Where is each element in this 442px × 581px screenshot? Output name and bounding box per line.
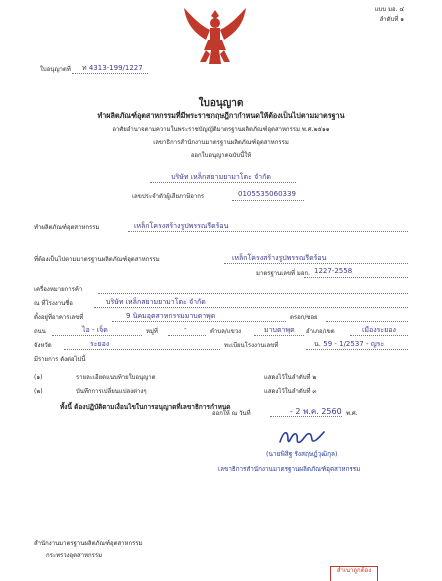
issue-date-value: - 2 พ.ค. 2560	[290, 407, 342, 416]
footer-office: สำนักงานมาตรฐานผลิตภัณฑ์อุตสาหกรรม	[34, 540, 143, 547]
footer-ministry: กระทรวงอุตสาหกรรม	[46, 552, 103, 559]
address-label: ตั้งอยู่ที่อาคารเลขที่	[34, 314, 84, 321]
condition-2-text: บันทึกการเปลี่ยนแปลงต่างๆ	[76, 388, 147, 395]
license-number-value: ท 4313-199/1227	[82, 64, 143, 72]
company-name: บริษัท เหล็กสยามยามาโตะ จำกัด	[171, 173, 271, 181]
road-value: ไอ - เจ็ด	[82, 326, 108, 334]
condition-1-number: (๑)	[34, 374, 43, 381]
condition-1-text: รายละเอียดแนบท้ายใบอนุญาต	[76, 374, 156, 381]
district-label: อำเภอ/เขต	[306, 328, 335, 335]
product-label: ทำผลิตภัณฑ์อุตสาหกรรม	[34, 224, 100, 231]
factory-registration-label: ทะเบียนโรงงานเลขที่	[224, 342, 279, 349]
trademark-label: เครื่องหมายการค้า	[34, 286, 83, 293]
standard-value: เหล็กโครงสร้างรูปพรรณรีดร้อน	[232, 254, 327, 262]
factory-registration-value: น. 59 - 1/2537 - ญระ	[314, 340, 385, 348]
moo-label: หมู่ที่	[146, 328, 158, 335]
signature-icon	[276, 426, 326, 448]
copy-stamp: สำเนาถูกต้อง	[330, 566, 378, 581]
form-code: แบบ มอ. ๔	[374, 6, 404, 13]
subdistrict-value: มาบตาพุด	[264, 326, 295, 334]
document-subtitle: ทำผลิตภัณฑ์อุตสาหกรรมที่มีพระราชกฤษฎีกากำหนดให้ต้องเป็นไปตามมาตรฐาน	[97, 111, 345, 120]
standard-number-value: 1227-2558	[314, 267, 353, 275]
road-label: ถนน	[34, 328, 46, 335]
document-title: ใบอนุญาต	[198, 98, 244, 109]
authority-line-2: เลขาธิการสำนักงานมาตรฐานผลิตภัณฑ์อุตสาหกรรม	[153, 139, 289, 146]
license-number-label: ใบอนุญาตที่	[40, 66, 71, 73]
product-value: เหล็กโครงสร้างรูปพรรณรีดร้อน	[134, 222, 229, 230]
condition-1-ref: แสดงไว้ในลำดับที่ ๒	[264, 374, 317, 381]
tax-id-value: 0105535060339	[238, 190, 296, 198]
standard-number-label: มาตรฐานเลขที่ มอก.	[256, 270, 311, 277]
condition-2-number: (๒)	[34, 388, 43, 395]
province-label: จังหวัด	[34, 342, 52, 349]
standard-label: ที่ต้องเป็นไปตามมาตรฐานผลิตภัณฑ์อุตสาหกรรม	[34, 256, 160, 263]
issue-era: พ.ศ.	[346, 410, 358, 417]
moo-value: -	[184, 325, 187, 333]
issue-date-label: ออกให้ ณ วันที่	[212, 410, 251, 417]
sheet-number: ลำดับที่ ๑	[379, 16, 404, 23]
subdistrict-label: ตำบล/แขวง	[210, 328, 242, 335]
province-value: ระยอง	[90, 340, 110, 348]
tax-id-label: เลขประจำตัวผู้เสียภาษีอากร	[132, 193, 205, 200]
conditions-heading: มีรายการ ดังต่อไปนี้	[34, 356, 86, 363]
authority-line-3: ออกใบอนุญาตฉบับนี้ให้	[190, 152, 252, 159]
alley-label: ตรอก/ซอย	[290, 314, 318, 321]
conditions-note: ทั้งนี้ ต้องปฏิบัติตามเงื่อนไขในการอนุญาตที่เลขาธิการกำหนด	[60, 403, 231, 411]
garuda-emblem-icon	[180, 6, 250, 68]
signatory-position: เลขาธิการสำนักงานมาตรฐานผลิตภัณฑ์อุตสาหกรรม	[218, 466, 361, 473]
condition-2-ref: แสดงไว้ในลำดับที่ ๓	[264, 388, 317, 395]
district-value: เมืองระยอง	[362, 326, 396, 334]
factory-value: บริษัท เหล็กสยามยามาโตะ จำกัด	[106, 298, 206, 306]
factory-label: ณ ที่โรงงานชื่อ	[34, 300, 73, 307]
authority-line-1: อาศัยอำนาจตามความในพระราชบัญญัติมาตรฐานผลิตภัณฑ์อุตสาหกรรม พ.ศ.๒๕๑๑	[112, 126, 330, 133]
signatory-name: (นายพิสิฐ รังสฤษฏ์วุฒิกุล)	[266, 450, 338, 458]
address-value: 9 นิคมอุตสาหกรรมมาบตาพุด	[126, 312, 216, 320]
